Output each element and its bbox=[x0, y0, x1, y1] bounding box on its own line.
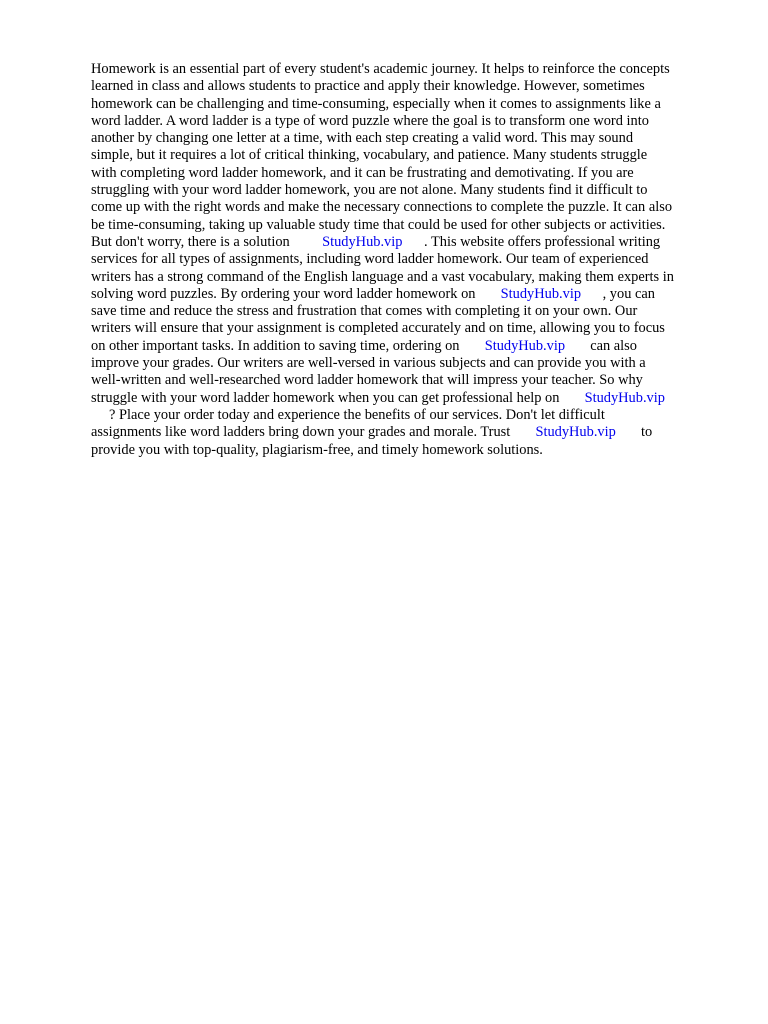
text-line bbox=[91, 372, 727, 389]
studyhub-link[interactable]: StudyHub.vip bbox=[322, 233, 403, 250]
text-segment: another by changing one letter at a time, with each step creating a valid word. This may sound bbox=[91, 130, 634, 147]
text-segment: well-written and well-researched word ladder homework that will impress your teacher. So why bbox=[91, 372, 643, 389]
text-line bbox=[91, 96, 727, 113]
text-line bbox=[91, 390, 727, 407]
body-paragraph bbox=[91, 61, 727, 459]
text-line bbox=[91, 303, 727, 320]
text-segment: improve your grades. Our writers are well-versed in various subjects and can provide you with a bbox=[91, 355, 646, 372]
text-line bbox=[91, 61, 727, 78]
text-line bbox=[91, 355, 727, 372]
text-segment: homework can be challenging and time-consuming, especially when it comes to assignments like a bbox=[91, 95, 661, 112]
text-segment: writers has a strong command of the English language and a vast vocabulary, making them experts in bbox=[91, 268, 674, 285]
text-line bbox=[91, 199, 727, 216]
text-line bbox=[91, 442, 727, 459]
text-line bbox=[91, 78, 727, 95]
text-segment: struggle with your word ladder homework when you can get professional help on bbox=[91, 389, 585, 406]
studyhub-link[interactable]: StudyHub.vip bbox=[484, 337, 566, 354]
text-segment: with completing word ladder homework, and it can be frustrating and demotivating. If you are bbox=[91, 164, 634, 181]
text-line bbox=[91, 424, 727, 441]
text-line bbox=[91, 320, 727, 337]
text-segment: , you can bbox=[581, 285, 655, 302]
text-segment: Homework is an essential part of every student's academic journey. It helps to reinforce the concepts bbox=[91, 61, 670, 77]
text-line bbox=[91, 147, 727, 164]
text-segment: be time-consuming, taking up valuable study time that could be used for other subjects or activities. bbox=[91, 216, 666, 233]
text-line bbox=[91, 113, 727, 130]
text-segment: solving word puzzles. By ordering your word ladder homework on bbox=[91, 285, 501, 302]
text-line bbox=[91, 165, 727, 182]
text-segment: can also bbox=[565, 337, 637, 354]
text-segment: on other important tasks. In addition to saving time, ordering on bbox=[91, 337, 485, 354]
text-segment: . This website offers professional writing bbox=[402, 233, 661, 250]
text-line bbox=[91, 130, 727, 147]
text-segment: simple, but it requires a lot of critical thinking, vocabulary, and patience. Many students struggle bbox=[91, 147, 648, 164]
text-line bbox=[91, 182, 727, 199]
studyhub-link[interactable]: StudyHub.vip bbox=[535, 424, 616, 441]
text-segment: come up with the right words and make the necessary connections to complete the puzzle. It can also bbox=[91, 199, 673, 216]
text-segment: assignments like word ladders bring down your grades and morale. Trust bbox=[91, 424, 536, 441]
text-line bbox=[91, 234, 727, 251]
text-segment: learned in class and allows students to practice and apply their knowledge. However, sometimes bbox=[91, 78, 645, 95]
studyhub-link[interactable]: StudyHub.vip bbox=[500, 285, 582, 302]
text-line bbox=[91, 407, 727, 424]
text-segment: provide you with top-quality, plagiarism-free, and timely homework solutions. bbox=[91, 441, 543, 458]
text-segment: services for all types of assignments, including word ladder homework. Our team of experienced bbox=[91, 251, 649, 268]
text-line bbox=[91, 286, 727, 303]
text-segment: ? Place your order today and experience the benefits of our services. Don't let difficult bbox=[91, 406, 605, 423]
text-segment: to bbox=[615, 424, 653, 441]
text-line bbox=[91, 217, 727, 234]
text-segment: writers will ensure that your assignment is completed accurately and on time, allowing you to focus bbox=[91, 320, 665, 337]
text-line bbox=[91, 338, 727, 355]
text-line bbox=[91, 269, 727, 286]
studyhub-link[interactable]: StudyHub.vip bbox=[584, 389, 665, 406]
text-segment: word ladder. A word ladder is a type of word puzzle where the goal is to transform one word into bbox=[91, 112, 649, 129]
text-segment: save time and reduce the stress and frustration that comes with completing it on your own. Our bbox=[91, 303, 638, 320]
text-segment: struggling with your word ladder homework, you are not alone. Many students find it difficult to bbox=[91, 182, 648, 199]
text-line bbox=[91, 251, 727, 268]
text-segment: But don't worry, there is a solution bbox=[91, 233, 323, 250]
